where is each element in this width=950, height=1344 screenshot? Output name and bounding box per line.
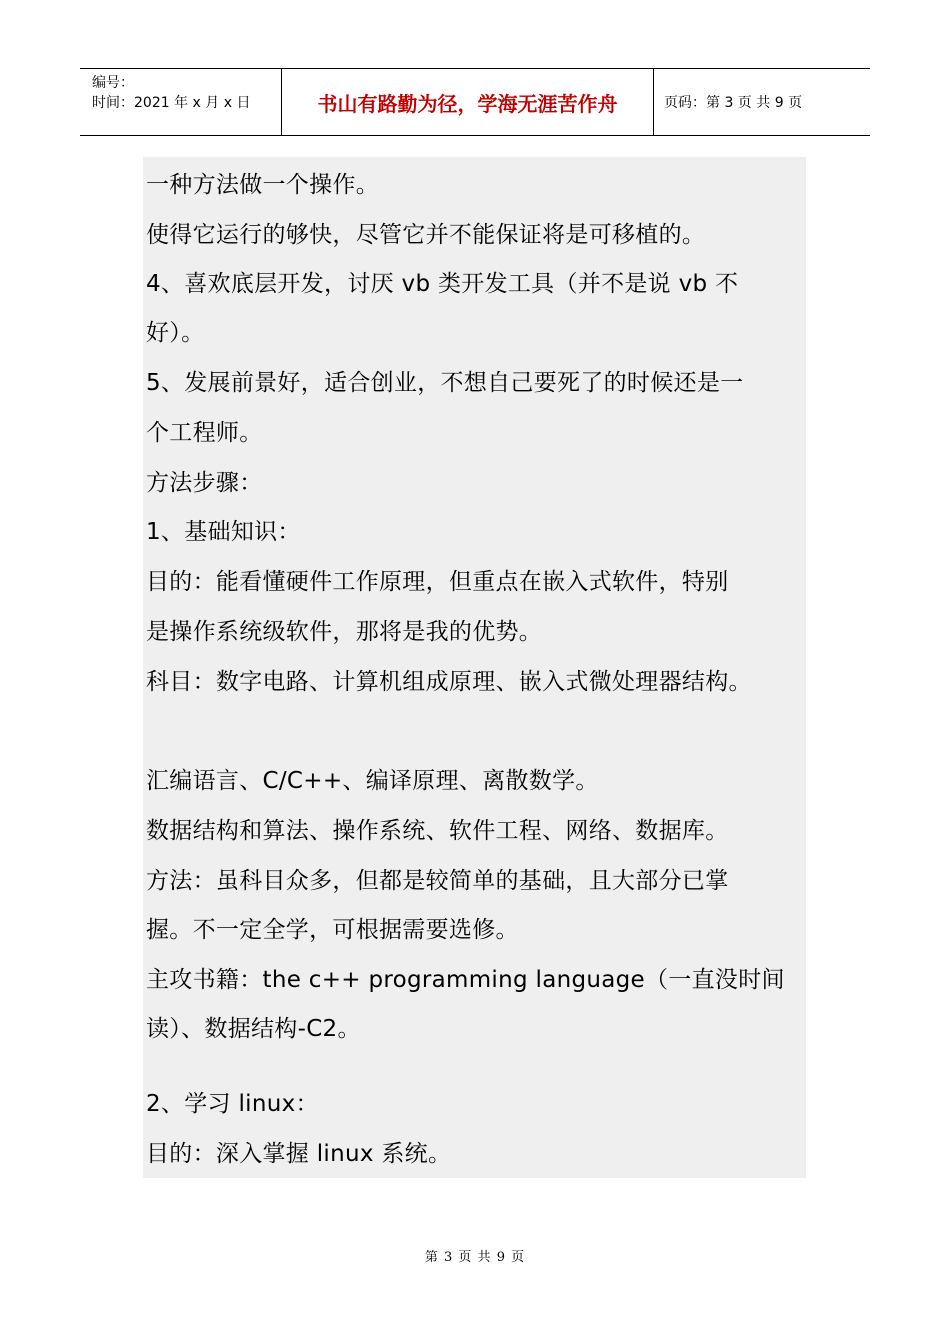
date-label: 时间：2021 年 x 月 x 日 [92,95,251,111]
content-block [143,157,806,1178]
text-line: 是操作系统级软件，那将是我的优势。 [146,619,543,645]
text-line: 科目：数字电路、计算机组成原理、嵌入式微处理器结构。 [146,669,752,695]
number-label: 编号： [92,75,134,91]
motto-text: 书山有路勤为径，学海无涯苦作舟 [317,91,618,116]
text-line: 使得它运行的够快，尽管它并不能保证将是可移植的。 [146,222,706,248]
footer-page-number: 第 3 页 共 9 页 [424,1250,526,1265]
text-line: 个工程师。 [146,420,263,446]
text-line: 2、学习 linux： [146,1091,319,1117]
text-line: 目的：能看懂硬件工作原理，但重点在嵌入式软件，特别 [146,569,729,595]
text-line: 好）。 [146,320,205,346]
text-line: 5、发展前景好，适合创业，不想自己要死了的时候还是一 [146,370,744,396]
text-line: 目的：深入掌握 linux 系统。 [146,1141,452,1167]
page-info-text: 页码：第 3 页 共 9 页 [664,95,803,111]
header-table [80,68,870,136]
text-line: 方法：虽科目众多，但都是较简单的基础，且大部分已掌 [146,868,729,894]
page-footer [0,1246,950,1265]
text-line: 方法步骤： [146,470,263,496]
header-meta-cell [80,69,282,135]
text-line: 握。不一定全学，可根据需要选修。 [146,917,519,943]
text-line: 数据结构和算法、操作系统、软件工程、网络、数据库。 [146,818,729,844]
text-line: 1、基础知识： [146,519,301,545]
text-line: 4、喜欢底层开发，讨厌 vb 类开发工具（并不是说 vb 不 [146,271,739,297]
text-line: 读）、数据结构-C2。 [146,1016,361,1042]
text-line: 汇编语言、C/C++、编译原理、离散数学。 [146,768,599,794]
motto-cell [282,69,654,135]
text-line: 一种方法做一个操作。 [146,172,379,198]
page-info-cell [654,69,870,135]
text-line: 主攻书籍：the c++ programming language（一直没时间 [146,967,785,993]
